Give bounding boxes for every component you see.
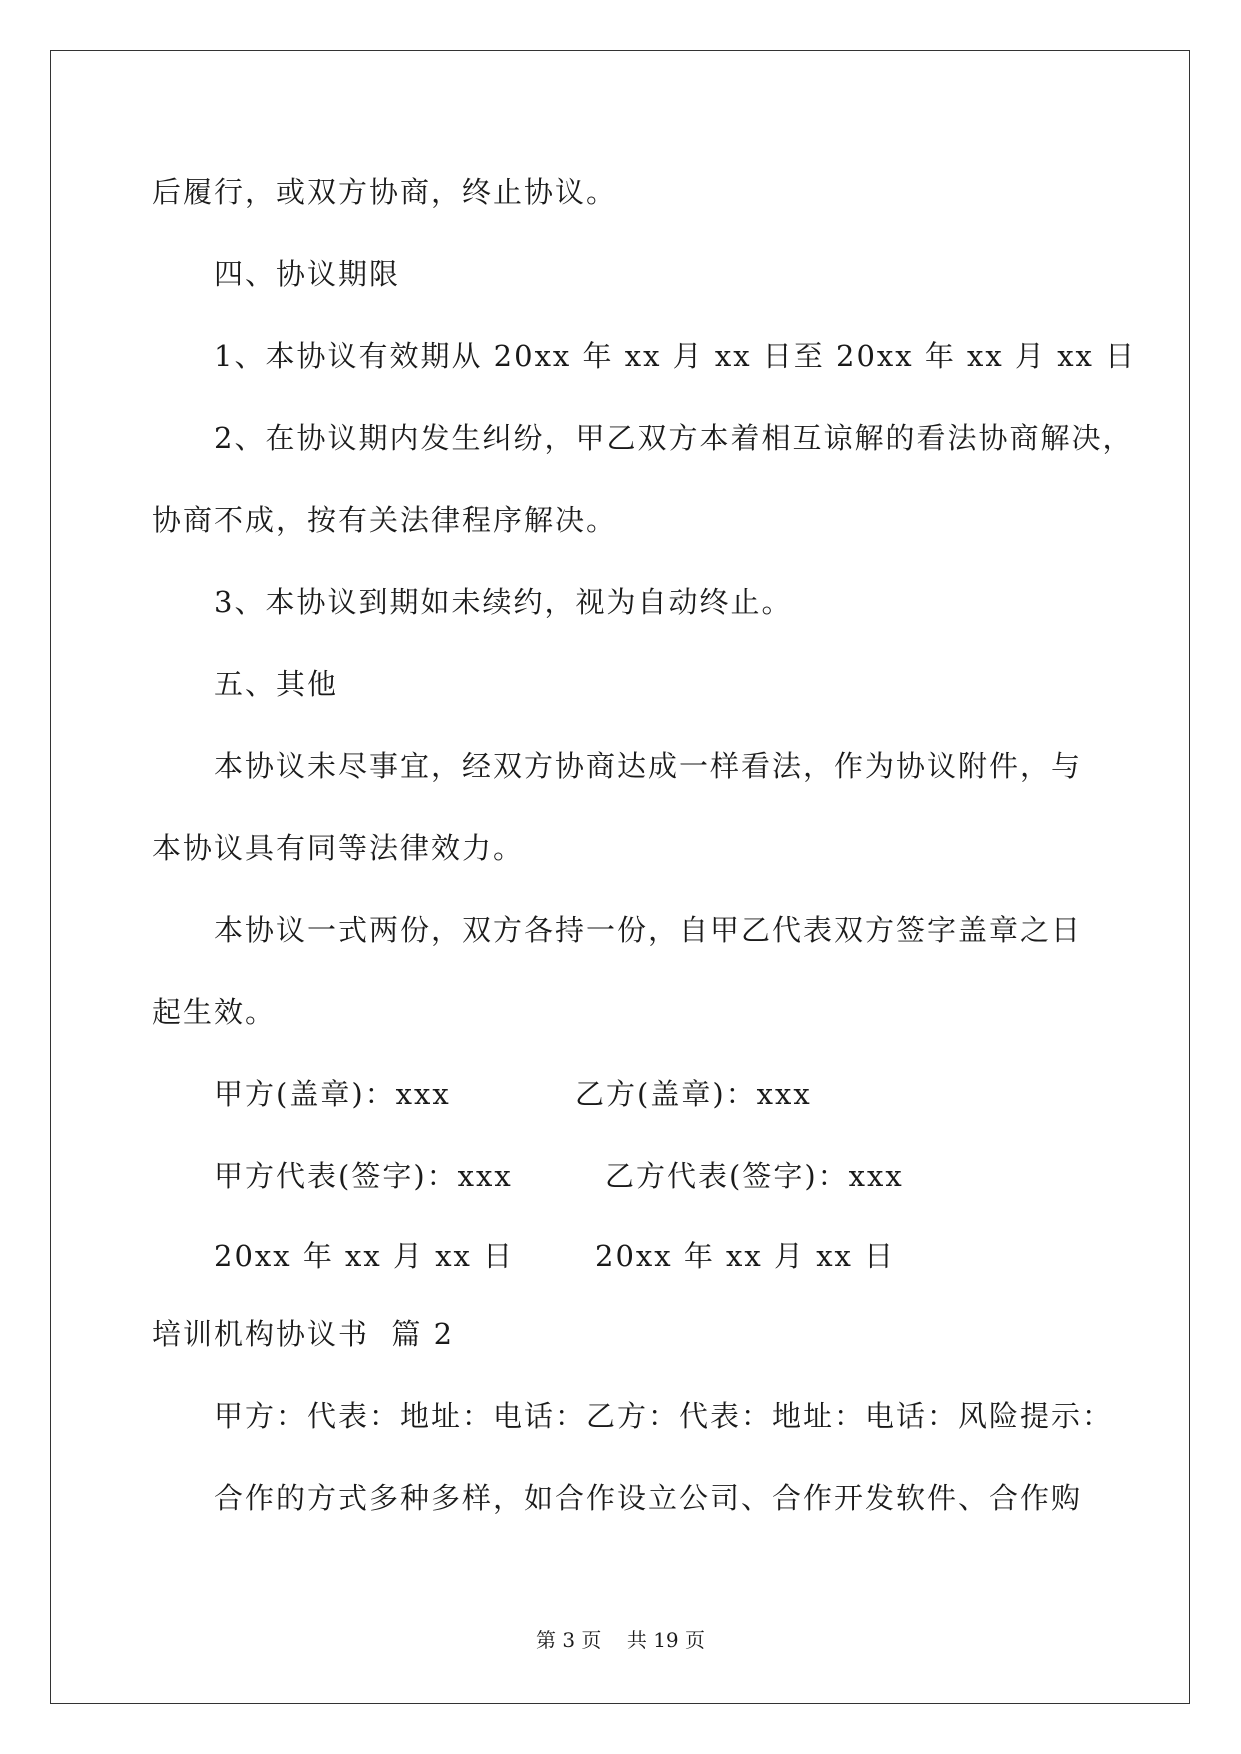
party-b-seal: 乙方(盖章)：xxx bbox=[575, 1077, 812, 1111]
paragraph-line: 本协议具有同等法律效力。 bbox=[152, 831, 525, 865]
party-b-representative: 乙方代表(签字)：xxx bbox=[605, 1159, 904, 1193]
section-2-line: 合作的方式多种多样，如合作设立公司、合作开发软件、合作购 bbox=[214, 1481, 1083, 1515]
party-b-date: 20xx 年 xx 月 xx 日 bbox=[595, 1239, 896, 1273]
page-frame bbox=[50, 50, 1190, 1704]
section-2-heading: 培训机构协议书 篇 2 bbox=[152, 1317, 455, 1351]
paragraph-line: 本协议一式两份，双方各持一份，自甲乙代表双方签字盖章之日 bbox=[214, 913, 1083, 947]
party-a-representative: 甲方代表(签字)：xxx bbox=[214, 1159, 513, 1193]
clause-validity: 1、本协议有效期从 20xx 年 xx 月 xx 日至 20xx 年 xx 月 xx 日 bbox=[214, 339, 1137, 373]
party-a-seal: 甲方(盖章)：xxx bbox=[214, 1077, 451, 1111]
clause-dispute: 2、在协议期内发生纠纷，甲乙双方本着相互谅解的看法协商解决， bbox=[214, 421, 1134, 455]
section-heading-other: 五、其他 bbox=[214, 667, 339, 701]
page-number: 第 3 页 共 19 页 bbox=[535, 1628, 706, 1652]
section-heading-term: 四、协议期限 bbox=[214, 257, 401, 291]
paragraph-line: 后履行，或双方协商，终止协议。 bbox=[152, 175, 618, 209]
paragraph-line: 起生效。 bbox=[152, 995, 277, 1029]
section-2-line: 甲方：代表：地址：电话：乙方：代表：地址：电话：风险提示： bbox=[214, 1399, 1114, 1433]
paragraph-line: 本协议未尽事宜，经双方协商达成一样看法，作为协议附件，与 bbox=[214, 749, 1083, 783]
clause-expiry: 3、本协议到期如未续约，视为自动终止。 bbox=[214, 585, 793, 619]
paragraph-line: 协商不成，按有关法律程序解决。 bbox=[152, 503, 618, 537]
party-a-date: 20xx 年 xx 月 xx 日 bbox=[214, 1239, 515, 1273]
